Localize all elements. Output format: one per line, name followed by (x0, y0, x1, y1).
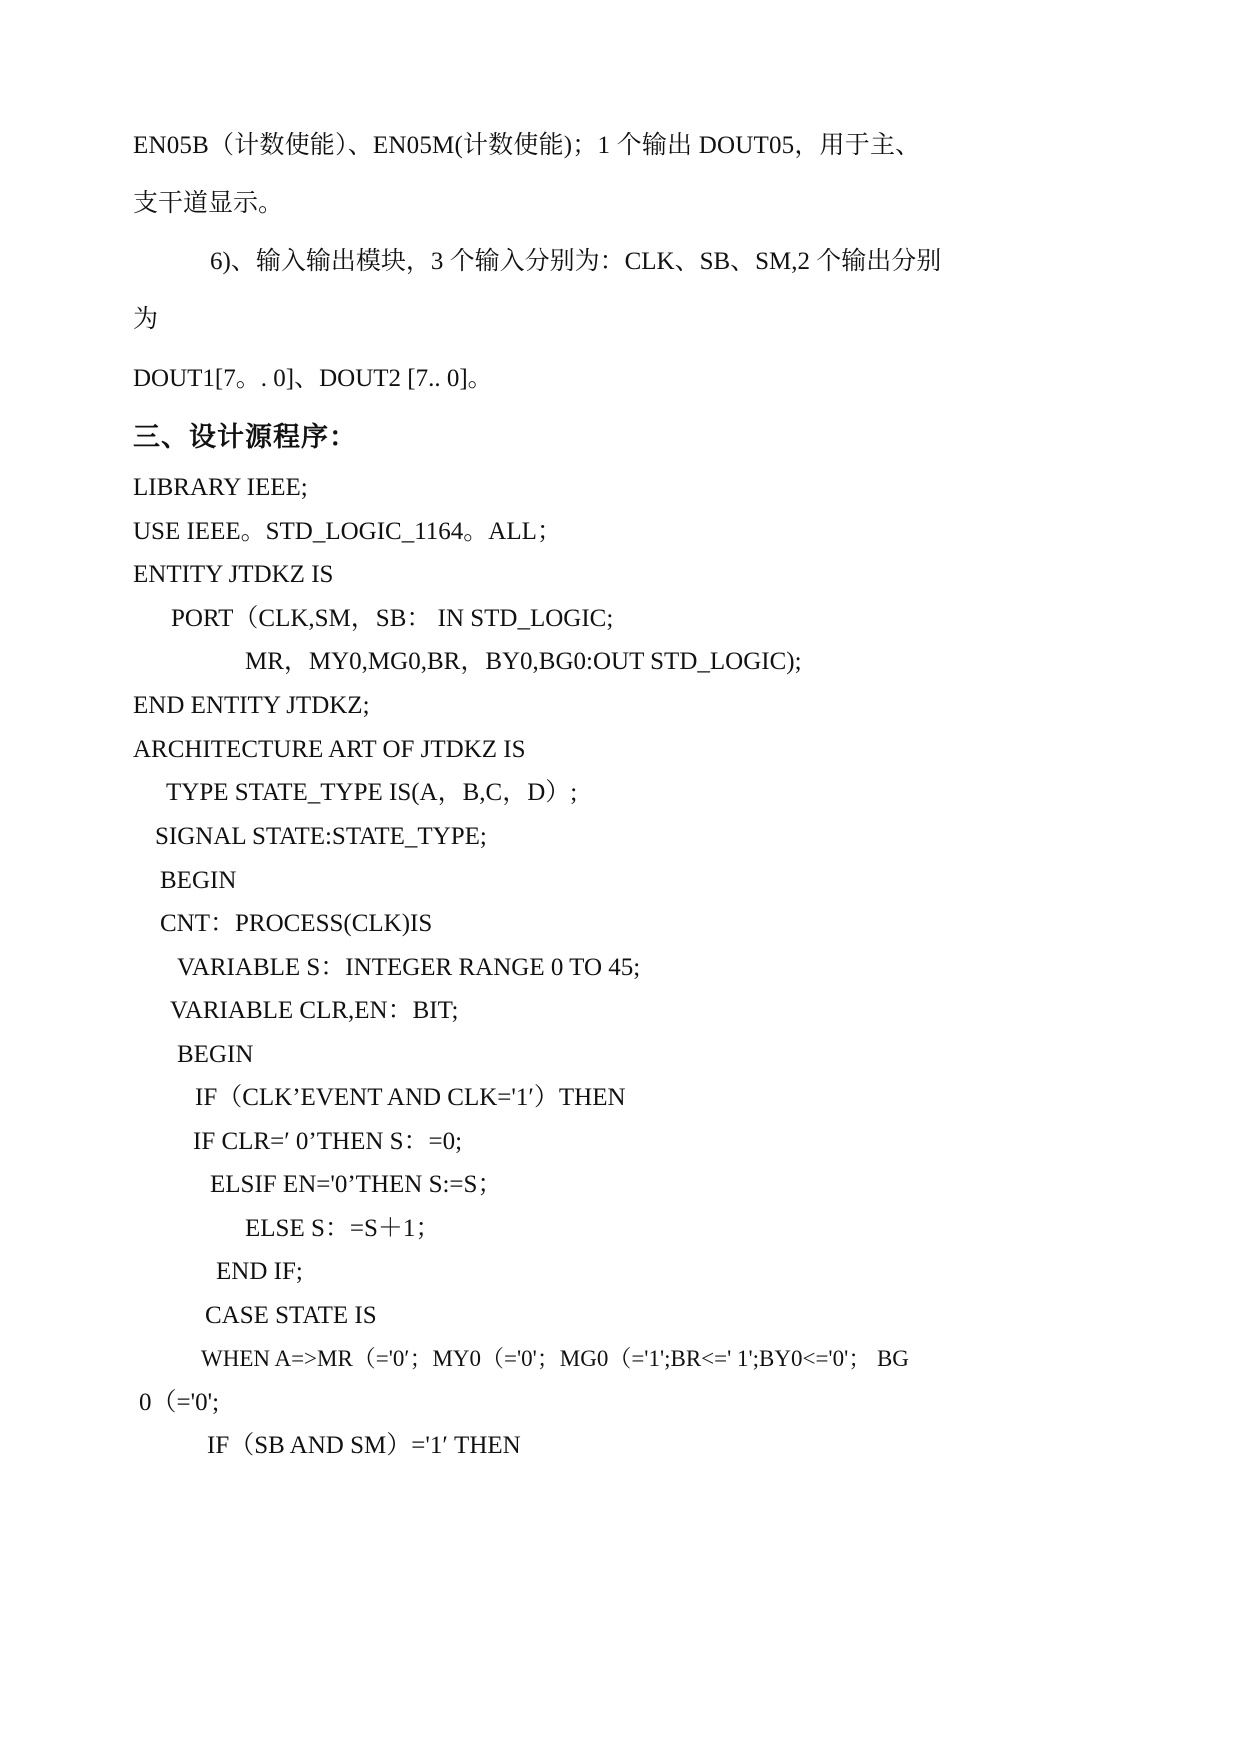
code-line: IF（SB AND SM）='1′ THEN (207, 1432, 521, 1459)
code-line: ARCHITECTURE ART OF JTDKZ IS (133, 736, 526, 763)
text-line: 6)、输入输出模块，3 个输入分别为：CLK、SB、SM,2 个输出分别 (210, 248, 942, 275)
code-line: SIGNAL STATE:STATE_TYPE; (155, 823, 487, 850)
code-line: IF（CLK’EVENT AND CLK='1′）THEN (195, 1084, 626, 1111)
text-line: EN05B（计数使能）、EN05M(计数使能)；1 个输出 DOUT05，用于主、 (133, 132, 921, 159)
code-line: BEGIN (177, 1041, 254, 1068)
code-line: END IF; (216, 1258, 303, 1285)
code-line: CASE STATE IS (205, 1302, 377, 1329)
section-heading: 三、设计源程序： (133, 422, 357, 452)
code-line: IF CLR=′ 0’THEN S：=0; (193, 1128, 463, 1155)
code-line: 0（='0'; (139, 1389, 220, 1416)
code-line: CNT：PROCESS(CLK)IS (160, 910, 433, 937)
code-line: MR，MY0,MG0,BR，BY0,BG0:OUT STD_LOGIC); (245, 648, 802, 675)
code-line: TYPE STATE_TYPE IS(A，B,C，D）; (166, 779, 578, 806)
text-line: 支干道显示。 (133, 190, 284, 217)
code-line: VARIABLE S：INTEGER RANGE 0 TO 45; (177, 954, 641, 981)
text-line: DOUT1[7。. 0]、DOUT2 [7.. 0]。 (133, 365, 493, 392)
text-line: 为 (133, 306, 159, 333)
code-line: BEGIN (160, 867, 237, 894)
code-line: PORT（CLK,SM，SB： IN STD_LOGIC; (171, 605, 614, 632)
code-line: USE IEEE。STD_LOGIC_1164。ALL； (133, 518, 562, 545)
code-line: END ENTITY JTDKZ; (133, 692, 370, 719)
code-line: LIBRARY IEEE; (133, 474, 308, 501)
code-line: ELSE S：=S＋1； (245, 1215, 441, 1242)
code-line: ELSIF EN='0’THEN S:=S； (210, 1171, 503, 1198)
code-line: VARIABLE CLR,EN：BIT; (170, 997, 459, 1024)
code-line: ENTITY JTDKZ IS (133, 561, 334, 588)
code-line: WHEN A=>MR（='0′；MY0（='0'；MG0（='1';BR<=' 1';BY0<='0'； BG (201, 1346, 909, 1371)
